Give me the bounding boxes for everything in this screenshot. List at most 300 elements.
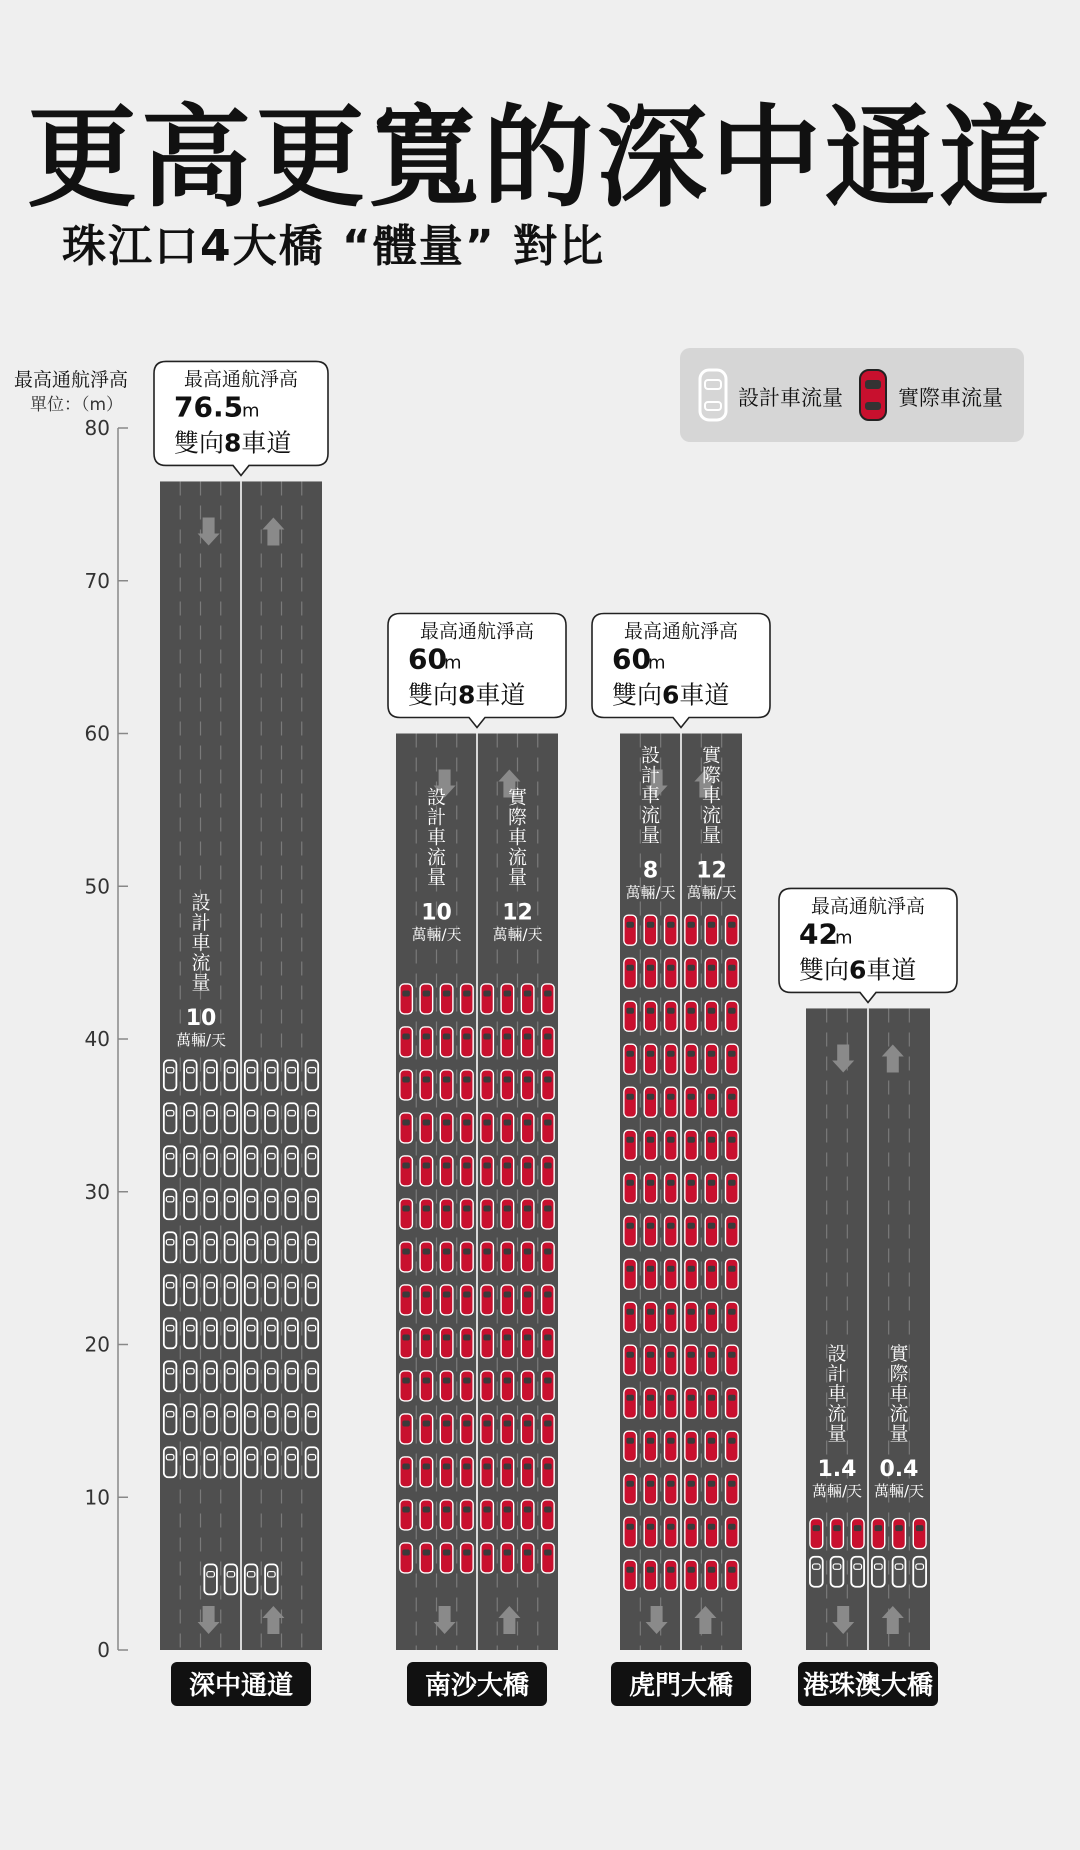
- car-window: [667, 1567, 675, 1573]
- car-actual: [644, 1345, 657, 1375]
- car-window: [626, 1438, 634, 1444]
- car-window: [544, 1077, 552, 1083]
- flow-label-unit: 萬輛/天: [492, 925, 543, 944]
- car-window: [544, 1378, 552, 1384]
- car-actual: [542, 1500, 555, 1530]
- car-actual: [420, 1113, 433, 1143]
- car-actual: [644, 958, 657, 988]
- car-actual: [521, 1199, 534, 1229]
- car-actual: [542, 1156, 555, 1186]
- car-window: [667, 965, 675, 971]
- car-window: [647, 965, 655, 971]
- car-window: [728, 1309, 736, 1315]
- car-window: [443, 1206, 451, 1212]
- car-actual: [461, 1070, 474, 1100]
- car-actual: [400, 1070, 413, 1100]
- car-actual: [685, 1302, 698, 1332]
- car-window: [483, 1249, 491, 1255]
- car-actual: [400, 1500, 413, 1530]
- car-window: [708, 1524, 716, 1530]
- car-window: [524, 1249, 532, 1255]
- car-window: [483, 991, 491, 997]
- car-window: [626, 1137, 634, 1143]
- car-window: [667, 1094, 675, 1100]
- car-window: [667, 1180, 675, 1186]
- car-window: [483, 1421, 491, 1427]
- car-window: [443, 1163, 451, 1169]
- car-window: [524, 1507, 532, 1513]
- car-actual: [440, 984, 453, 1014]
- car-window: [443, 1421, 451, 1427]
- car-window: [708, 1567, 716, 1573]
- car-window: [504, 1249, 512, 1255]
- car-window: [626, 1051, 634, 1057]
- car-window: [463, 1464, 471, 1470]
- car-actual: [705, 958, 718, 988]
- category-label: [611, 1662, 751, 1706]
- bubble-head: 最高通航淨高: [810, 895, 926, 918]
- car-actual: [461, 1113, 474, 1143]
- car-window: [626, 1395, 634, 1401]
- car-window: [626, 1524, 634, 1530]
- car-window: [667, 922, 675, 928]
- car-window: [708, 1051, 716, 1057]
- car-window: [626, 1481, 634, 1487]
- car-window: [728, 1438, 736, 1444]
- car-actual: [420, 1457, 433, 1487]
- car-window: [895, 1525, 903, 1531]
- car-actual: [501, 1285, 514, 1315]
- car-actual: [521, 1457, 534, 1487]
- bubble-head: 最高通航淨高: [183, 368, 299, 391]
- car-actual: [542, 1070, 555, 1100]
- car-actual: [501, 1070, 514, 1100]
- car-window: [504, 1421, 512, 1427]
- car-window: [647, 1438, 655, 1444]
- car-actual: [705, 1044, 718, 1074]
- car-actual: [420, 1543, 433, 1573]
- car-window: [626, 1309, 634, 1315]
- car-window: [647, 1524, 655, 1530]
- car-actual: [644, 1001, 657, 1031]
- car-actual: [624, 1001, 637, 1031]
- category-label-text: 南沙大橋: [424, 1671, 530, 1701]
- car-window: [667, 1481, 675, 1487]
- car-actual: [726, 1560, 739, 1590]
- car-window: [687, 1008, 695, 1014]
- bubble-height-unit: m: [242, 400, 260, 422]
- car-window: [463, 1206, 471, 1212]
- y-tick-label: 80: [84, 416, 110, 440]
- car-window: [544, 1292, 552, 1298]
- y-tick-label: 0: [97, 1638, 110, 1662]
- category-label: [171, 1662, 311, 1706]
- car-actual: [400, 1156, 413, 1186]
- car-actual: [726, 1388, 739, 1418]
- car-window: [504, 991, 512, 997]
- y-tick-label: 50: [84, 874, 110, 899]
- car-window: [687, 1395, 695, 1401]
- car-window: [728, 1567, 736, 1573]
- car-window: [504, 1163, 512, 1169]
- car-actual: [481, 1285, 494, 1315]
- car-window: [443, 1120, 451, 1126]
- car-window: [402, 1034, 410, 1040]
- car-actual: [705, 1302, 718, 1332]
- car-window: [463, 1335, 471, 1341]
- car-actual: [521, 1156, 534, 1186]
- car-actual: [440, 1414, 453, 1444]
- car-window: [402, 1120, 410, 1126]
- car-actual: [440, 1543, 453, 1573]
- car-window: [667, 1223, 675, 1229]
- car-actual: [624, 1259, 637, 1289]
- car-actual: [644, 1388, 657, 1418]
- car-actual: [644, 1087, 657, 1117]
- car-window: [443, 1249, 451, 1255]
- y-tick-label: 40: [84, 1027, 110, 1051]
- car-actual: [400, 1285, 413, 1315]
- car-actual: [440, 1285, 453, 1315]
- car-actual: [501, 1199, 514, 1229]
- car-window: [728, 1008, 736, 1014]
- car-window: [402, 1464, 410, 1470]
- car-window: [463, 1292, 471, 1298]
- car-actual: [481, 1027, 494, 1057]
- car-actual: [400, 1027, 413, 1057]
- flow-label-value: 8: [642, 858, 659, 884]
- car-actual: [501, 1113, 514, 1143]
- car-window: [626, 1094, 634, 1100]
- car-actual: [665, 1517, 678, 1547]
- car-actual: [481, 1070, 494, 1100]
- flow-label-value: 10: [185, 1006, 217, 1032]
- flow-label-unit: 萬輛/天: [686, 883, 737, 902]
- car-actual: [665, 1259, 678, 1289]
- car-window: [463, 991, 471, 997]
- car-window: [402, 1507, 410, 1513]
- car-window: [504, 1507, 512, 1513]
- car-actual: [913, 1519, 926, 1549]
- car-window: [423, 1120, 431, 1126]
- car-actual: [624, 915, 637, 945]
- car-window: [443, 991, 451, 997]
- car-actual: [420, 1371, 433, 1401]
- car-actual: [644, 1259, 657, 1289]
- car-window: [667, 1309, 675, 1315]
- car-window: [626, 1266, 634, 1272]
- car-actual: [461, 1543, 474, 1573]
- car-actual: [440, 1027, 453, 1057]
- car-actual: [461, 1371, 474, 1401]
- car-actual: [461, 984, 474, 1014]
- car-window: [463, 1163, 471, 1169]
- car-actual: [624, 1388, 637, 1418]
- car-window: [687, 965, 695, 971]
- car-actual: [705, 1130, 718, 1160]
- car-actual: [400, 1199, 413, 1229]
- car-window: [708, 1008, 716, 1014]
- bubble-head: 最高通航淨高: [623, 620, 739, 643]
- car-actual: [726, 1130, 739, 1160]
- car-actual: [461, 1199, 474, 1229]
- car-actual: [872, 1519, 885, 1549]
- car-actual: [461, 1285, 474, 1315]
- car-window: [524, 1464, 532, 1470]
- car-actual: [726, 958, 739, 988]
- car-actual: [400, 1414, 413, 1444]
- car-actual: [665, 1345, 678, 1375]
- chart-subtitle: 珠江口4大橋 “體量” 對比: [62, 221, 606, 272]
- car-window: [916, 1525, 924, 1531]
- car-actual: [665, 958, 678, 988]
- car-window: [463, 1120, 471, 1126]
- car-window: [504, 1292, 512, 1298]
- car-window: [483, 1163, 491, 1169]
- car-window: [647, 1008, 655, 1014]
- car-window: [626, 1008, 634, 1014]
- category-label: [798, 1662, 938, 1706]
- car-window: [687, 1051, 695, 1057]
- car-actual: [644, 1302, 657, 1332]
- car-window: [687, 1438, 695, 1444]
- car-window: [667, 1137, 675, 1143]
- car-actual: [705, 1087, 718, 1117]
- car-window: [626, 965, 634, 971]
- car-window: [423, 1163, 431, 1169]
- bubble-lanes: 雙向8車道: [174, 428, 292, 458]
- car-window: [423, 1421, 431, 1427]
- category-label-text: 港珠澳大橋: [802, 1671, 934, 1701]
- car-window: [687, 1223, 695, 1229]
- car-window: [524, 991, 532, 997]
- car-window: [504, 1077, 512, 1083]
- bridge-bar: [396, 734, 558, 1651]
- car-window: [504, 1335, 512, 1341]
- car-window: [483, 1034, 491, 1040]
- bubble-height-unit: m: [835, 927, 853, 949]
- car-actual: [726, 1517, 739, 1547]
- car-actual: [420, 984, 433, 1014]
- car-window: [647, 1051, 655, 1057]
- car-window: [463, 1378, 471, 1384]
- car-window: [423, 1206, 431, 1212]
- car-window: [483, 1550, 491, 1556]
- car-actual: [521, 1070, 534, 1100]
- car-window: [423, 1034, 431, 1040]
- bubble-height-value: 60: [408, 642, 447, 676]
- car-window: [833, 1525, 841, 1531]
- flow-label-unit: 萬輛/天: [411, 925, 462, 944]
- car-actual: [726, 1216, 739, 1246]
- car-actual: [400, 1457, 413, 1487]
- car-window: [483, 1077, 491, 1083]
- car-window: [443, 1378, 451, 1384]
- bubble-head: 最高通航淨高: [419, 620, 535, 643]
- car-window: [687, 922, 695, 928]
- car-actual: [685, 958, 698, 988]
- flow-label-value: 1.4: [817, 1456, 857, 1482]
- car-actual: [461, 1414, 474, 1444]
- car-actual: [644, 1431, 657, 1461]
- car-window: [524, 1034, 532, 1040]
- car-actual: [644, 915, 657, 945]
- car-window: [402, 1163, 410, 1169]
- chart-title: 更高更寬的深中通道: [27, 94, 1053, 222]
- flow-label-unit: 萬輛/天: [873, 1481, 925, 1500]
- car-window: [687, 1094, 695, 1100]
- y-tick-label: 70: [84, 568, 110, 593]
- car-window: [728, 965, 736, 971]
- car-window: [667, 1008, 675, 1014]
- height-bubble: [388, 614, 566, 728]
- category-label: [407, 1662, 547, 1706]
- car-window: [402, 991, 410, 997]
- car-actual: [501, 1328, 514, 1358]
- car-window: [544, 1249, 552, 1255]
- car-actual: [665, 1001, 678, 1031]
- car-actual: [705, 1431, 718, 1461]
- flow-label-text: 實際車流量: [701, 744, 722, 847]
- car-actual: [481, 1500, 494, 1530]
- bubble-height-unit: m: [444, 652, 462, 674]
- car-window: [728, 1051, 736, 1057]
- car-window: [483, 1335, 491, 1341]
- car-actual: [705, 1560, 718, 1590]
- car-window: [626, 1180, 634, 1186]
- car-window: [854, 1525, 862, 1531]
- car-actual: [665, 1087, 678, 1117]
- car-window: [626, 1567, 634, 1573]
- car-actual: [705, 1517, 718, 1547]
- car-window: [667, 1524, 675, 1530]
- bubble-height-value: 60: [612, 642, 651, 676]
- car-actual: [542, 1242, 555, 1272]
- car-window: [626, 922, 634, 928]
- car-window: [423, 1378, 431, 1384]
- car-window: [728, 1395, 736, 1401]
- height-bubble: [779, 888, 957, 1002]
- car-actual: [461, 1156, 474, 1186]
- car-actual: [726, 1044, 739, 1074]
- car-actual: [420, 1328, 433, 1358]
- car-actual: [420, 1070, 433, 1100]
- car-actual: [461, 1457, 474, 1487]
- car-window: [544, 991, 552, 997]
- flow-label-text: 設計車流量: [191, 892, 211, 995]
- car-actual: [501, 984, 514, 1014]
- car-window: [647, 1094, 655, 1100]
- car-window: [483, 1206, 491, 1212]
- car-window: [647, 1223, 655, 1229]
- car-window: [687, 1567, 695, 1573]
- car-actual: [624, 1560, 637, 1590]
- flow-label-value: 12: [502, 900, 533, 926]
- car-actual: [893, 1519, 906, 1549]
- car-actual: [420, 1242, 433, 1272]
- car-actual: [726, 1173, 739, 1203]
- car-actual: [705, 915, 718, 945]
- car-actual: [501, 1242, 514, 1272]
- car-actual: [726, 1001, 739, 1031]
- category-label-text: 深中通道: [188, 1671, 294, 1701]
- car-window: [687, 1481, 695, 1487]
- flow-label-value: 10: [421, 900, 452, 926]
- car-actual: [644, 1517, 657, 1547]
- car-actual: [644, 1173, 657, 1203]
- car-window: [647, 1309, 655, 1315]
- car-window: [423, 1292, 431, 1298]
- car-window: [423, 1249, 431, 1255]
- car-actual: [400, 1242, 413, 1272]
- car-window: [443, 1507, 451, 1513]
- flow-label-unit: 萬輛/天: [811, 1481, 863, 1500]
- car-actual: [685, 1474, 698, 1504]
- car-window: [443, 1464, 451, 1470]
- car-window: [443, 1077, 451, 1083]
- bubble-height-value: 76.5: [174, 390, 244, 424]
- car-actual: [521, 984, 534, 1014]
- car-window: [647, 1352, 655, 1358]
- car-window: [728, 1137, 736, 1143]
- car-actual: [501, 1156, 514, 1186]
- car-actual: [420, 1414, 433, 1444]
- car-actual: [542, 1027, 555, 1057]
- car-actual: [521, 1113, 534, 1143]
- car-window: [483, 1120, 491, 1126]
- car-window: [708, 1137, 716, 1143]
- bubble-lanes: 雙向6車道: [799, 955, 917, 985]
- car-window: [728, 1481, 736, 1487]
- car-window: [483, 1378, 491, 1384]
- car-window: [423, 1335, 431, 1341]
- car-window: [524, 1163, 532, 1169]
- car-window: [524, 1335, 532, 1341]
- car-actual: [400, 1328, 413, 1358]
- car-actual: [481, 1328, 494, 1358]
- car-actual: [624, 1431, 637, 1461]
- car-window: [544, 1507, 552, 1513]
- car-window: [708, 1395, 716, 1401]
- car-actual: [685, 1517, 698, 1547]
- car-actual: [644, 1474, 657, 1504]
- car-actual: [624, 1302, 637, 1332]
- car-actual: [831, 1519, 844, 1549]
- car-window: [483, 1292, 491, 1298]
- car-window: [524, 1421, 532, 1427]
- car-window: [687, 1180, 695, 1186]
- car-actual: [521, 1500, 534, 1530]
- car-window: [728, 922, 736, 928]
- bubble-height-unit: m: [648, 652, 666, 674]
- car-actual: [685, 1431, 698, 1461]
- bubble-lanes: 雙向8車道: [408, 680, 526, 710]
- car-window: [504, 1378, 512, 1384]
- car-actual: [542, 1371, 555, 1401]
- car-actual: [400, 1543, 413, 1573]
- car-window: [443, 1292, 451, 1298]
- car-actual: [481, 1414, 494, 1444]
- car-window: [524, 1077, 532, 1083]
- car-window: [687, 1266, 695, 1272]
- car-window: [728, 1094, 736, 1100]
- car-window: [708, 1352, 716, 1358]
- flow-label-value: 0.4: [879, 1456, 919, 1482]
- car-window: [728, 1223, 736, 1229]
- car-window: [483, 1507, 491, 1513]
- car-actual: [665, 1173, 678, 1203]
- car-window: [423, 1507, 431, 1513]
